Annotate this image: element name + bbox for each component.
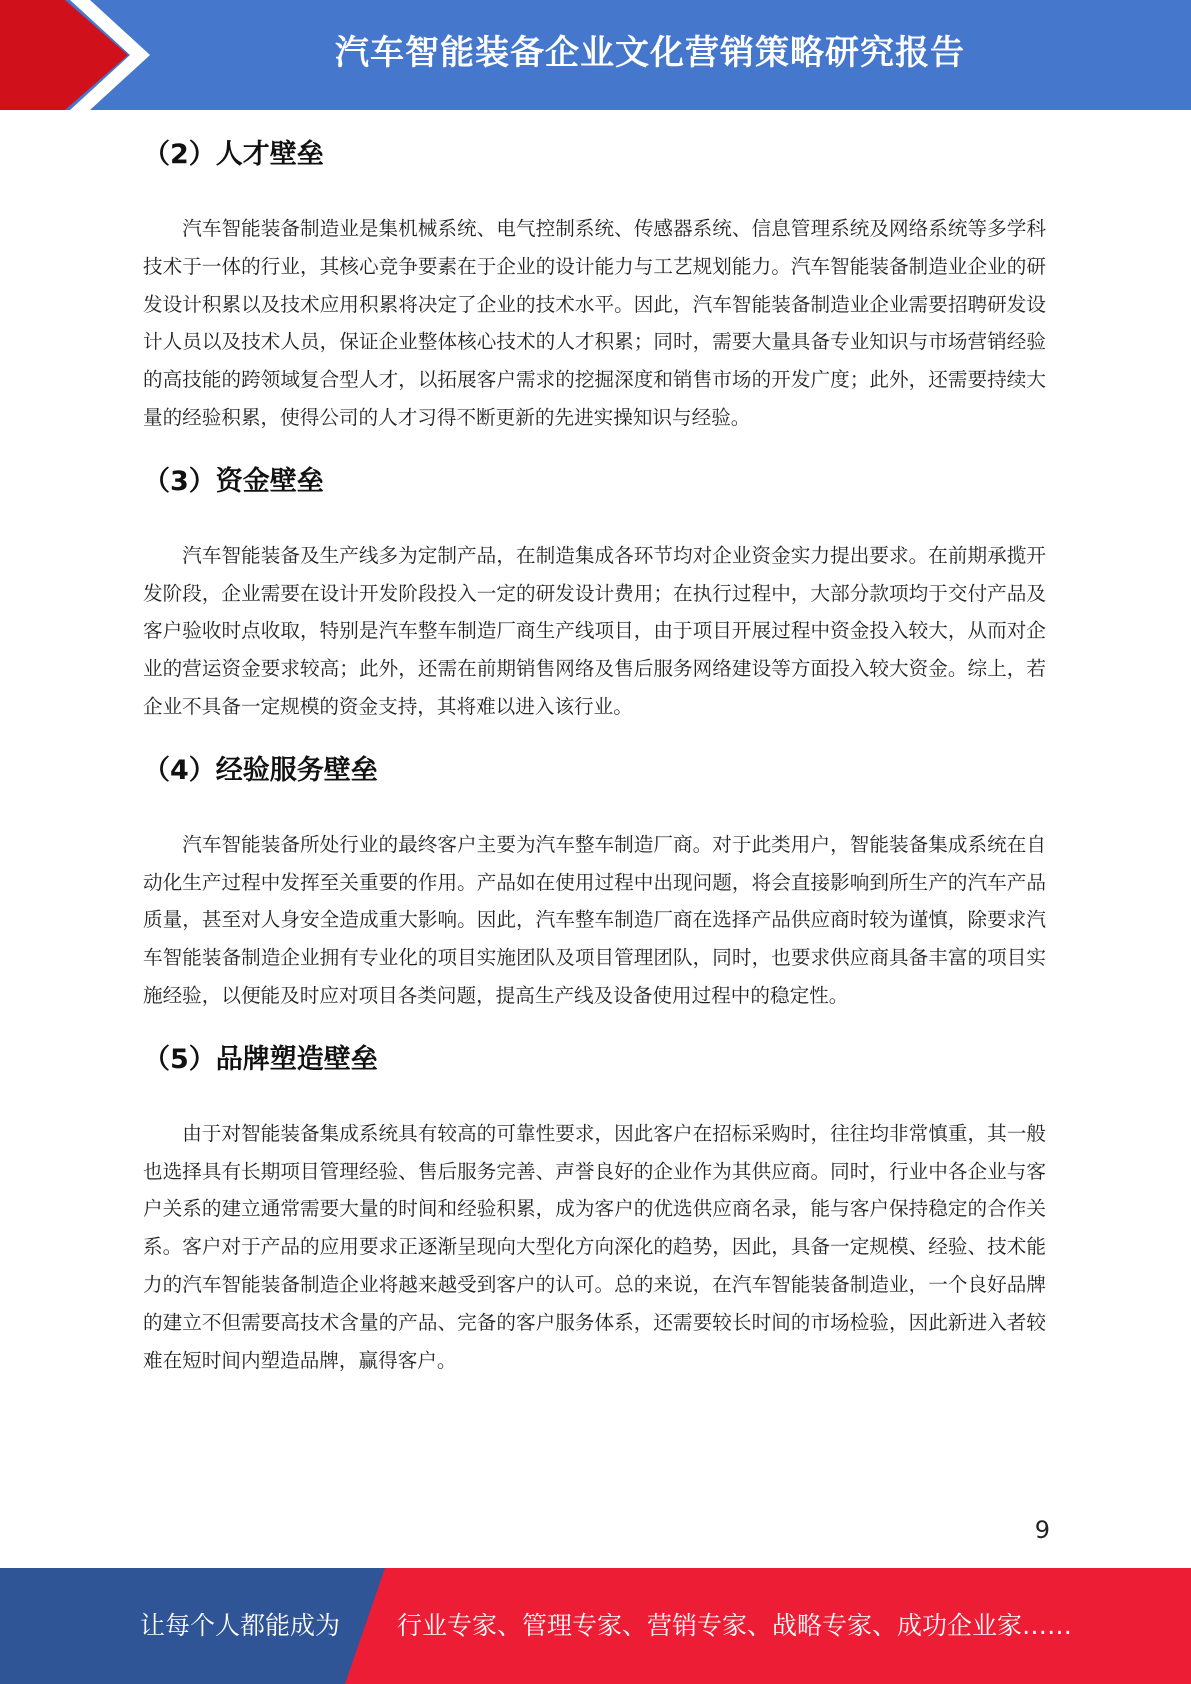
page-header bbox=[0, 0, 1191, 110]
page-number: 9 bbox=[1034, 1516, 1050, 1544]
section-heading: （3）资金壁垒 bbox=[143, 465, 324, 497]
section-paragraph: 汽车智能装备制造业是集机械系统、电气控制系统、传感器系统、信息管理系统及网络系统等多学科技术于一体的行业，其核心竞争要素在于企业的设计能力与工艺规划能力。汽车智能装备制造业企业的研发设计积累以及技术应用积累将决定了企业的技术水平。因此，汽车智能装备制造业企业需要招聘研发设计人员以及技术人员，保证企业整体核心技术的人才积累；同时，需要大量具备专业知识与市场营销经验的高技能的跨领域复合型人才，以拓展客户需求的挖掘深度和销售市场的开发广度；此外，还需要持续大量的经验积累，使得公司的人才习得不断更新的先进实操知识与经验。 bbox=[143, 217, 1046, 429]
footer-slogan-right: 行业专家、管理专家、营销专家、战略专家、成功企业家…… bbox=[397, 1611, 1073, 1640]
footer-slogan-left: 让每个人都能成为 bbox=[140, 1611, 341, 1640]
section-experience-service-barrier bbox=[143, 746, 1046, 1015]
section-brand-building-barrier bbox=[143, 1035, 1046, 1380]
page-footer bbox=[0, 1568, 1191, 1684]
section-paragraph: 汽车智能装备及生产线多为定制产品，在制造集成各环节均对企业资金实力提出要求。在前期承揽开发阶段，企业需要在设计开发阶段投入一定的研发设计费用；在执行过程中，大部分款项均于交付产品及客户验收时点收取，特别是汽车整车制造厂商生产线项目，由于项目开展过程中资金投入较大，从而对企业的营运资金要求较高；此外，还需在前期销售网络及售后服务网络建设等方面投入较大资金。综上，若企业不具备一定规模的资金支持，其将难以进入该行业。 bbox=[143, 543, 1046, 718]
page-content bbox=[143, 110, 1046, 1379]
section-heading: （4）经验服务壁垒 bbox=[143, 754, 378, 786]
report-title: 汽车智能装备企业文化营销策略研究报告 bbox=[335, 33, 965, 73]
section-heading: （5）品牌塑造壁垒 bbox=[143, 1043, 378, 1075]
section-heading: （2）人才壁垒 bbox=[143, 139, 324, 170]
section-capital-barrier bbox=[143, 457, 1046, 726]
section-paragraph: 由于对智能装备集成系统具有较高的可靠性要求，因此客户在招标采购时，往往均非常慎重，其一般也选择具有长期项目管理经验、售后服务完善、声誉良好的企业作为其供应商。同时，行业中各企业与客户关系的建立通常需要大量的时间和经验积累，成为客户的优选供应商名录，能与客户保持稳定的合作关系。客户对于产品的应用要求正逐渐呈现向大型化方向深化的趋势，因此，具备一定规模、经验、技术能力的汽车智能装备制造企业将越来越受到客户的认可。总的来说，在汽车智能装备制造业，一个良好品牌的建立不但需要高技术含量的产品、完备的客户服务体系，还需要较长时间的市场检验，因此新进入者较难在短时间内塑造品牌，赢得客户。 bbox=[143, 1121, 1046, 1372]
section-talent-barrier bbox=[143, 130, 1046, 437]
section-paragraph: 汽车智能装备所处行业的最终客户主要为汽车整车制造厂商。对于此类用户，智能装备集成系统在自动化生产过程中发挥至关重要的作用。产品如在使用过程中出现问题，将会直接影响到所生产的汽车产品质量，甚至对人身安全造成重大影响。因此，汽车整车制造厂商在选择产品供应商时较为谨慎，除要求汽车智能装备制造企业拥有专业化的项目实施团队及项目管理团队，同时，也要求供应商具备丰富的项目实施经验，以便能及时应对项目各类问题，提高生产线及设备使用过程中的稳定性。 bbox=[143, 832, 1046, 1007]
